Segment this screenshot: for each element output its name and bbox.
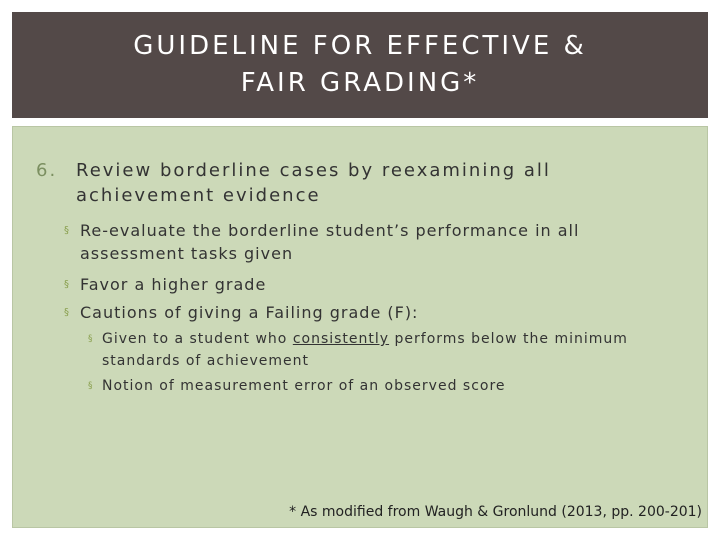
underlined-word: consistently	[292, 331, 390, 347]
bullet-cautions	[64, 301, 664, 324]
sub-bullet-text: Notion of measurement error of an observed score	[102, 378, 506, 394]
list-number: 6.	[36, 160, 58, 181]
sub-bullet-given-to-student	[88, 328, 688, 372]
slide-title-line-1: GUIDELINE FOR EFFECTIVE &	[133, 31, 587, 61]
bullet-favor-higher	[64, 273, 664, 296]
bullet-icon: §	[64, 307, 70, 318]
slide-title-line-2: FAIR GRADING*	[240, 68, 480, 98]
sub-bullet-text-start: Given to a student who	[102, 331, 293, 347]
bullet-text: Re-evaluate the borderline student’s performance in all assessment tasks given	[80, 221, 580, 263]
footnote: * As modified from Waugh & Gronlund (2013, pp. 200-201)	[289, 504, 702, 520]
sub-bullet-text-end: performs below the minimum standards of achievement	[102, 331, 628, 369]
bullet-text: Favor a higher grade	[80, 275, 267, 294]
sub-bullet-measurement-error	[88, 375, 688, 397]
bullet-icon: §	[88, 381, 94, 391]
list-item-6	[36, 158, 596, 208]
bullet-reevaluate	[64, 219, 664, 265]
bullet-icon: §	[88, 334, 94, 344]
bullet-text: Cautions of giving a Failing grade (F):	[80, 303, 419, 322]
list-item-text: Review borderline cases by reexamining all achievement evidence	[76, 160, 551, 206]
bullet-icon: §	[64, 279, 70, 290]
sub-bullet-text	[102, 328, 688, 372]
title-bar	[12, 12, 708, 118]
bullet-icon: §	[64, 225, 70, 236]
